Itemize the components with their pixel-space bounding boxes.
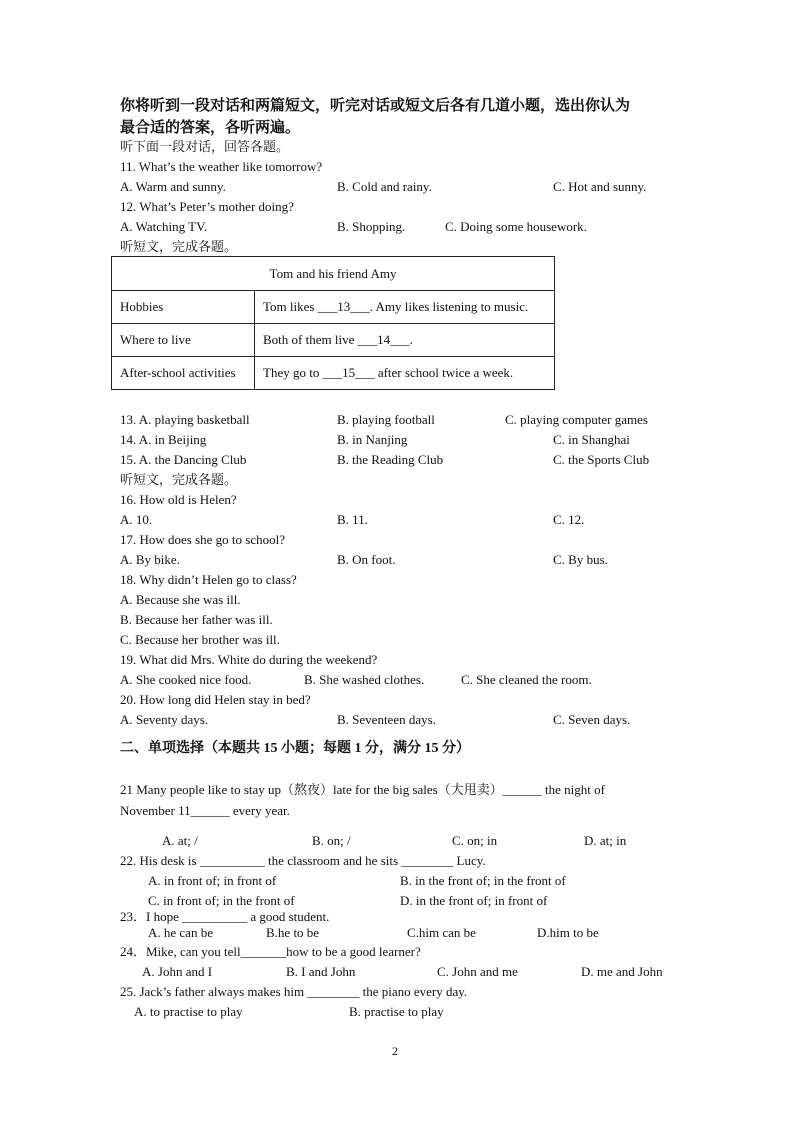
row-label: Hobbies: [112, 291, 255, 324]
q17-option-a: A. By bike.: [120, 552, 180, 567]
q23-option-d: D.him to be: [537, 925, 599, 940]
q17-option-b: B. On foot.: [337, 552, 396, 567]
q18-stem: 18. Why didn’t Helen go to class?: [120, 572, 297, 587]
q12-option-b: B. Shopping.: [337, 219, 406, 234]
q16-option-a: A. 10.: [120, 512, 153, 527]
q25-option-a: A. to practise to play: [134, 1004, 243, 1019]
q20-option-b: B. Seventeen days.: [337, 712, 436, 727]
q22-option-c: C. in front of; in the front of: [148, 893, 295, 908]
q18-option-c: C. Because her brother was ill.: [120, 632, 280, 647]
row-text: after school twice a week.: [374, 365, 514, 380]
table-row: [112, 357, 555, 390]
q19-option-a: A. She cooked nice food.: [120, 672, 252, 687]
q21-stem-line-1: 21 Many people like to stay up（熬夜）late for the big sales（大甩卖）______ the night of: [120, 782, 605, 797]
q24-option-b: B. I and John: [286, 964, 356, 979]
q13-option-a: 13. A. playing basketball: [120, 412, 250, 427]
part1-intro: 听下面一段对话，回答各题。: [120, 139, 290, 154]
q19-stem: 19. What did Mrs. White do during the weekend?: [120, 652, 378, 667]
part3-intro: 听短文，完成各题。: [120, 472, 238, 487]
instructions-line-1: 你将听到一段对话和两篇短文，听完对话或短文后各有几道小题，选出你认为: [120, 98, 631, 114]
q11-option-c: C. Hot and sunny.: [553, 179, 647, 194]
q14-option-a: 14. A. in Beijing: [120, 432, 207, 447]
row-text: Tom likes: [263, 299, 318, 314]
q21-stem-line-2: November 11______ every year.: [120, 803, 290, 818]
q23-option-a: A. he can be: [148, 925, 213, 940]
q20-option-c: C. Seven days.: [553, 712, 631, 727]
instructions-line-2: 最合适的答案，各听两遍。: [120, 120, 301, 136]
row-content: [255, 357, 555, 390]
info-table: [111, 256, 555, 390]
q24-stem: 24．Mike, can you tell_______how to be a good learner?: [120, 944, 421, 959]
q11-option-a: A. Warm and sunny.: [120, 179, 226, 194]
q12-stem: 12. What’s Peter’s mother doing?: [120, 199, 294, 214]
q20-option-a: A. Seventy days.: [120, 712, 209, 727]
q23-option-b: B.he to be: [266, 925, 320, 940]
row-text: They go to: [263, 365, 323, 380]
q11-option-b: B. Cold and rainy.: [337, 179, 432, 194]
table-title: Tom and his friend Amy: [112, 257, 555, 291]
q16-stem: 16. How old is Helen?: [120, 492, 237, 507]
q18-option-b: B. Because her father was ill.: [120, 612, 273, 627]
q13-option-b: B. playing football: [337, 412, 435, 427]
q16-option-b: B. 11.: [337, 512, 368, 527]
q21-option-c: C. on; in: [452, 833, 498, 848]
q20-stem: 20. How long did Helen stay in bed?: [120, 692, 311, 707]
q25-stem: 25. Jack’s father always makes him ________ the piano every day.: [120, 984, 468, 999]
row-content: [255, 291, 555, 324]
q17-option-c: C. By bus.: [553, 552, 608, 567]
q21-option-d: D. at; in: [584, 833, 627, 848]
q24-option-a: A. John and I: [142, 964, 213, 979]
row-text: .: [409, 332, 413, 347]
q15-option-c: C. the Sports Club: [553, 452, 650, 467]
q22-option-b: B. in the front of; in the front of: [400, 873, 566, 888]
q18-option-a: A. Because she was ill.: [120, 592, 241, 607]
q17-stem: 17. How does she go to school?: [120, 532, 286, 547]
q21-option-b: B. on; /: [312, 833, 351, 848]
page-number: 2: [392, 1044, 398, 1058]
table-row: [112, 291, 555, 324]
q23-stem: 23．I hope __________ a good student.: [120, 909, 330, 924]
table-row: [112, 324, 555, 357]
q15-option-b: B. the Reading Club: [337, 452, 444, 467]
q19-option-c: C. She cleaned the room.: [461, 672, 592, 687]
q14-option-c: C. in Shanghai: [553, 432, 630, 447]
q25-option-b: B. practise to play: [349, 1004, 444, 1019]
q22-option-d: D. in the front of; in front of: [400, 893, 548, 908]
blank-13: ___13___: [317, 299, 370, 314]
row-label: After-school activities: [112, 357, 255, 390]
section2-heading: 二、单项选择（本题共 15 小题；每题 1 分，满分 15 分）: [120, 741, 470, 756]
row-text: . Amy likes listening to music.: [369, 299, 529, 314]
q12-option-c: C. Doing some housework.: [445, 219, 587, 234]
q16-option-c: C. 12.: [553, 512, 585, 527]
row-content: [255, 324, 555, 357]
q14-option-b: B. in Nanjing: [337, 432, 408, 447]
q12-option-a: A. Watching TV.: [120, 219, 208, 234]
q22-stem: 22. His desk is __________ the classroom and he sits ________ Lucy.: [120, 853, 486, 868]
q15-option-a: 15. A. the Dancing Club: [120, 452, 247, 467]
q23-option-c: C.him can be: [407, 925, 476, 940]
blank-14: ___14___: [357, 332, 410, 347]
q11-stem: 11. What’s the weather like tomorrow?: [120, 159, 323, 174]
q19-option-b: B. She washed clothes.: [304, 672, 425, 687]
blank-15: ___15___: [322, 365, 375, 380]
q13-option-c: C. playing computer games: [505, 412, 648, 427]
q22-option-a: A. in front of; in front of: [148, 873, 277, 888]
q24-option-d: D. me and John: [581, 964, 663, 979]
part2-intro: 听短文，完成各题。: [120, 239, 238, 254]
row-text: Both of them live: [263, 332, 358, 347]
q21-option-a: A. at; /: [162, 833, 198, 848]
q24-option-c: C. John and me: [437, 964, 518, 979]
row-label: Where to live: [112, 324, 255, 357]
